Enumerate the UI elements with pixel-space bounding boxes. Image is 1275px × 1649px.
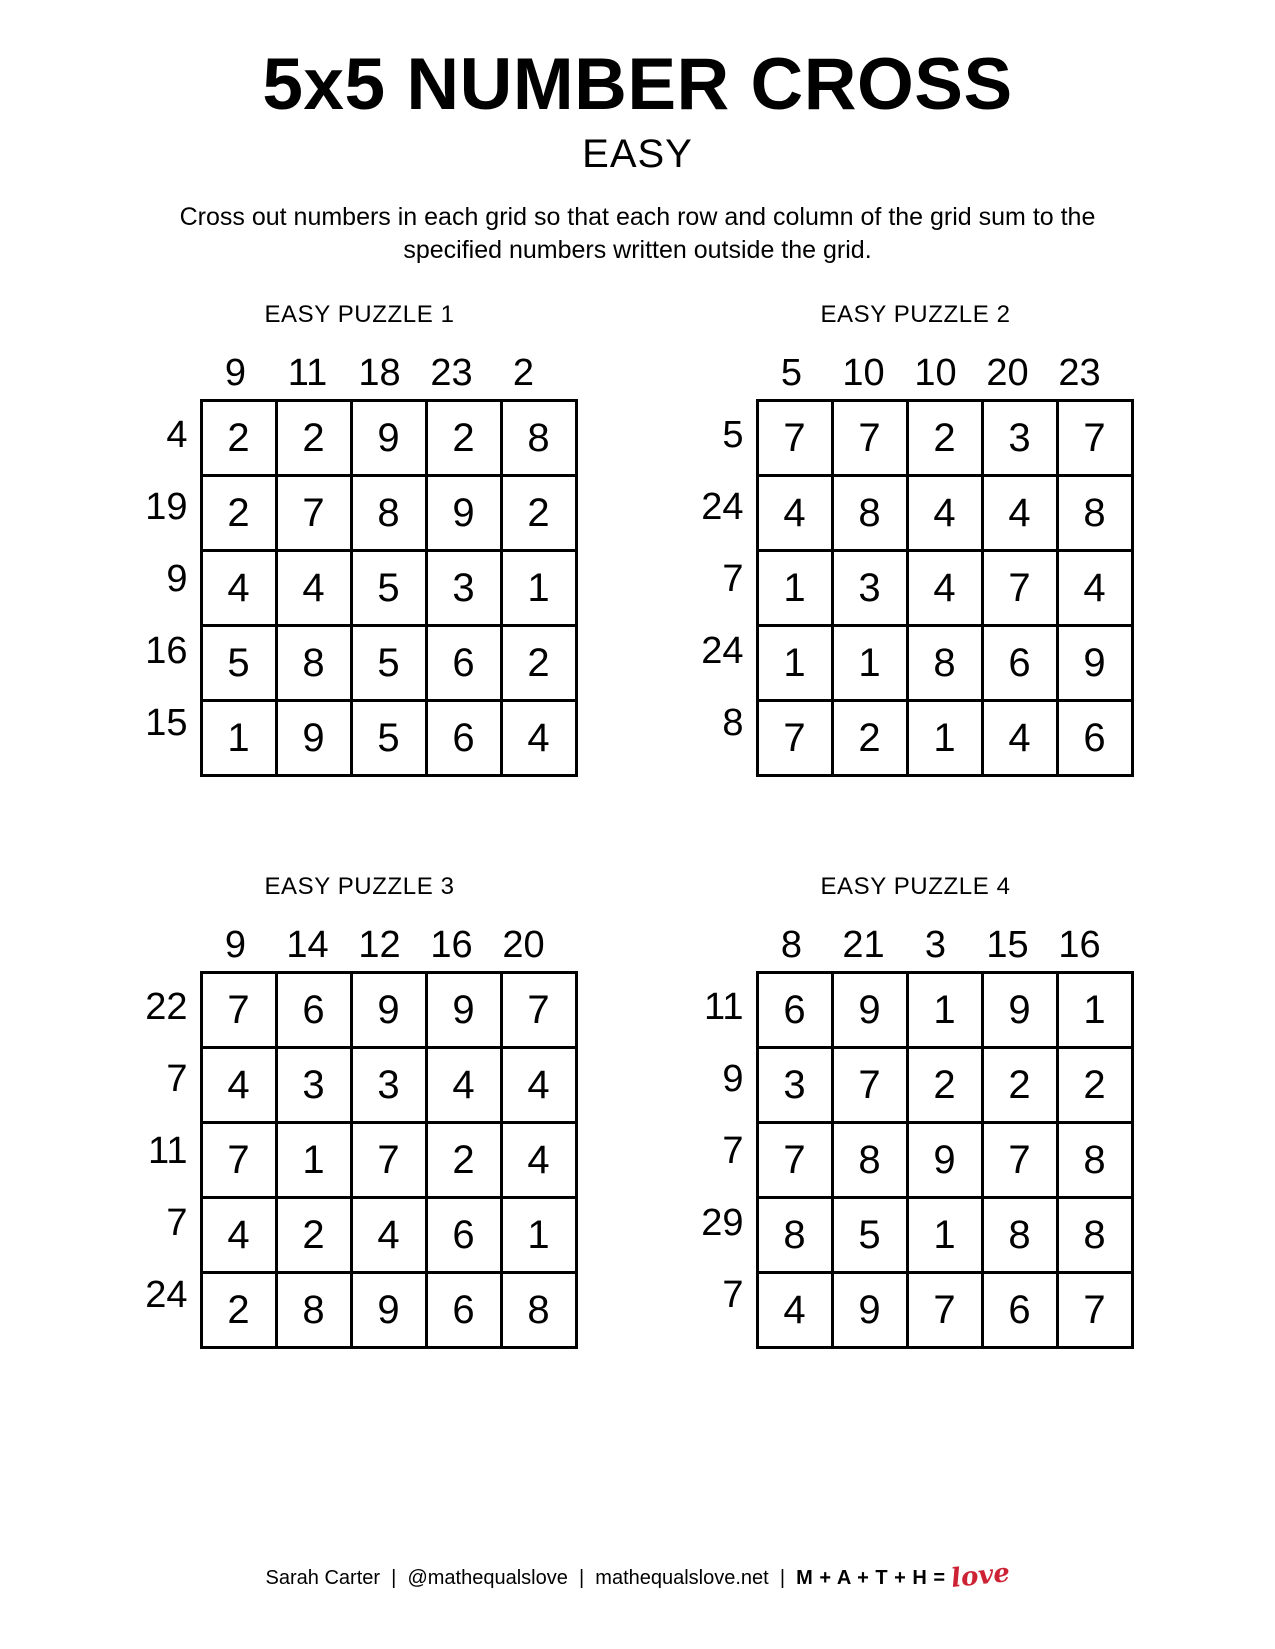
grid-cell[interactable]: 6 [982,626,1057,701]
difficulty-subtitle: EASY [582,132,693,177]
grid-cell[interactable]: 7 [1057,401,1132,476]
footer-separator: | [380,1567,408,1589]
column-sum: 11 [287,351,328,394]
row-sum: 9 [166,557,188,600]
table-row [757,973,1132,1048]
puzzle-3-body [142,919,578,1349]
grid-cell[interactable]: 2 [276,1198,351,1273]
row-sum: 24 [145,1273,188,1316]
puzzle-1-label: EASY PUZZLE 1 [264,301,455,329]
grid-cell[interactable]: 2 [501,476,576,551]
grid-cell[interactable]: 6 [426,1273,501,1348]
table-row [757,626,1132,701]
page-title: 5x5 NUMBER CROSS [262,44,1013,125]
column-sum: 15 [986,923,1029,966]
column-sum: 12 [358,923,401,966]
grid-cell[interactable]: 4 [907,476,982,551]
grid-cell[interactable]: 3 [832,551,907,626]
grid-cell[interactable]: 9 [907,1123,982,1198]
table-row [757,551,1132,626]
grid-cell[interactable]: 4 [907,551,982,626]
grid-cell[interactable]: 8 [1057,476,1132,551]
row-sum: 7 [722,557,744,600]
grid-cell[interactable]: 7 [1057,1273,1132,1348]
grid-cell[interactable]: 9 [351,1273,426,1348]
puzzle-1-column-sums [200,347,578,399]
puzzle-2-grid-column [756,347,1134,777]
grid-cell[interactable]: 1 [907,1198,982,1273]
grid-cell[interactable]: 1 [832,626,907,701]
table-row [201,701,576,776]
grid-cell[interactable]: 2 [832,701,907,776]
puzzle-2-label: EASY PUZZLE 2 [820,301,1011,329]
grid-cell[interactable]: 4 [757,1273,832,1348]
row-sum: 24 [701,485,744,528]
table-row [201,401,576,476]
grid-cell[interactable]: 6 [426,626,501,701]
instructions-text: Cross out numbers in each grid so that each row and column of the grid sum to the specified numbers written outside the grid. [179,203,1096,265]
grid-cell[interactable]: 8 [832,1123,907,1198]
table-row [757,1273,1132,1348]
footer [0,1558,1275,1594]
row-sum: 7 [722,1273,744,1316]
table-row [201,476,576,551]
grid-cell[interactable]: 2 [201,476,276,551]
grid-cell[interactable]: 9 [982,973,1057,1048]
puzzle-4-body [698,919,1134,1349]
puzzle-4-label: EASY PUZZLE 4 [820,873,1011,901]
grid-cell[interactable]: 1 [1057,973,1132,1048]
grid-cell[interactable]: 4 [426,1048,501,1123]
grid-cell[interactable]: 7 [757,401,832,476]
table-row [757,701,1132,776]
grid-cell[interactable]: 2 [907,1048,982,1123]
grid-cell[interactable]: 7 [757,701,832,776]
footer-separator: | [768,1567,797,1589]
grid-cell[interactable]: 9 [351,401,426,476]
grid-cell[interactable]: 5 [832,1198,907,1273]
grid-cell[interactable]: 7 [832,1048,907,1123]
column-sum: 23 [1058,351,1101,394]
puzzle-4-column-sums [756,919,1134,971]
grid-cell[interactable]: 2 [501,626,576,701]
grid-cell[interactable]: 1 [757,626,832,701]
table-row [757,476,1132,551]
puzzle-3 [90,873,630,1349]
grid-cell[interactable]: 8 [907,626,982,701]
grid-cell[interactable]: 6 [982,1273,1057,1348]
table-row [201,626,576,701]
grid-cell[interactable]: 8 [351,476,426,551]
grid-cell[interactable]: 4 [351,1198,426,1273]
grid-cell[interactable]: 9 [426,476,501,551]
table-row [757,1048,1132,1123]
column-sum: 10 [842,351,885,394]
grid-cell[interactable]: 8 [1057,1198,1132,1273]
footer-separator: | [567,1567,596,1589]
grid-cell[interactable]: 9 [276,701,351,776]
column-sum: 16 [430,923,473,966]
row-sum: 19 [145,485,188,528]
column-sum: 2 [512,351,535,394]
grid-cell[interactable]: 8 [276,626,351,701]
column-sum: 10 [914,351,957,394]
grid-cell[interactable]: 7 [832,401,907,476]
puzzle-3-grid-column [200,919,578,1349]
table-row [201,1198,576,1273]
grid-cell[interactable]: 6 [276,973,351,1048]
row-sum: 8 [722,701,744,744]
puzzles-container [90,301,1186,1349]
puzzle-1-grid-column [200,347,578,777]
grid-cell[interactable]: 8 [757,1198,832,1273]
grid-cell[interactable]: 3 [982,401,1057,476]
grid-cell[interactable]: 2 [1057,1048,1132,1123]
row-sum: 4 [166,413,188,456]
column-sum: 20 [986,351,1029,394]
grid-cell[interactable]: 1 [757,551,832,626]
puzzle-2-column-sums [756,347,1134,399]
grid-cell[interactable]: 4 [501,701,576,776]
grid-cell[interactable]: 4 [501,1123,576,1198]
row-sum: 11 [704,985,744,1028]
grid-cell[interactable]: 8 [982,1198,1057,1273]
row-sum: 5 [722,413,744,456]
column-sum: 18 [358,351,401,394]
grid-cell[interactable]: 1 [907,701,982,776]
footer-website[interactable]: mathequalslove.net [595,1567,769,1589]
row-sum: 9 [722,1057,744,1100]
puzzle-2-row-sums [698,347,756,759]
math-equals-love-equation: M + A + T + H = [796,1567,946,1589]
row-sum: 7 [722,1129,744,1172]
grid-cell[interactable]: 4 [201,1198,276,1273]
row-sum: 11 [148,1129,188,1172]
grid-cell[interactable]: 3 [276,1048,351,1123]
grid-cell[interactable]: 8 [276,1273,351,1348]
row-sum: 7 [166,1057,188,1100]
grid-cell[interactable]: 4 [201,1048,276,1123]
grid-cell[interactable]: 2 [426,1123,501,1198]
grid-cell[interactable]: 8 [832,476,907,551]
column-sum: 9 [224,923,247,966]
grid-cell[interactable]: 6 [426,1198,501,1273]
grid-cell[interactable]: 5 [351,626,426,701]
grid-cell[interactable]: 2 [276,401,351,476]
puzzle-2 [646,301,1186,777]
grid-cell[interactable]: 5 [351,551,426,626]
grid-cell[interactable]: 3 [426,551,501,626]
column-sum: 9 [224,351,247,394]
grid-cell[interactable]: 6 [426,701,501,776]
grid-cell[interactable]: 4 [757,476,832,551]
puzzle-1-grid [200,399,578,777]
grid-cell[interactable]: 7 [757,1123,832,1198]
grid-cell[interactable]: 8 [501,401,576,476]
table-row [757,1123,1132,1198]
column-sum: 3 [924,923,947,966]
column-sum: 23 [430,351,473,394]
row-sum: 29 [701,1201,744,1244]
row-sum: 15 [145,701,188,744]
puzzle-3-grid [200,971,578,1349]
grid-cell[interactable]: 4 [982,476,1057,551]
column-sum: 5 [780,351,803,394]
grid-cell[interactable]: 1 [276,1123,351,1198]
puzzle-2-body [698,347,1134,777]
grid-cell[interactable]: 4 [201,551,276,626]
footer-handle: @mathequalslove [407,1567,568,1589]
puzzle-1 [90,301,630,777]
puzzle-3-row-sums [142,919,200,1331]
grid-cell[interactable]: 2 [907,401,982,476]
table-row [757,401,1132,476]
grid-cell[interactable]: 4 [501,1048,576,1123]
puzzle-4 [646,873,1186,1349]
grid-cell[interactable]: 7 [276,476,351,551]
grid-cell[interactable]: 7 [982,551,1057,626]
grid-cell[interactable]: 7 [201,973,276,1048]
column-sum: 14 [286,923,329,966]
grid-cell[interactable]: 3 [351,1048,426,1123]
grid-cell[interactable]: 7 [351,1123,426,1198]
table-row [757,1198,1132,1273]
grid-cell[interactable]: 5 [351,701,426,776]
grid-cell[interactable]: 3 [757,1048,832,1123]
grid-cell[interactable]: 2 [201,1273,276,1348]
column-sum: 21 [842,923,885,966]
puzzle-3-column-sums [200,919,578,971]
love-script-logo: love [949,1558,1011,1594]
grid-cell[interactable]: 9 [426,973,501,1048]
grid-cell[interactable]: 7 [501,973,576,1048]
grid-cell[interactable]: 7 [201,1123,276,1198]
row-sum: 24 [701,629,744,672]
grid-cell[interactable]: 6 [1057,701,1132,776]
grid-cell[interactable]: 4 [982,701,1057,776]
table-row [201,1273,576,1348]
puzzle-2-grid [756,399,1134,777]
row-sum: 7 [166,1201,188,1244]
grid-cell[interactable]: 9 [832,1273,907,1348]
puzzle-3-label: EASY PUZZLE 3 [264,873,455,901]
grid-cell[interactable]: 1 [907,973,982,1048]
table-row [201,551,576,626]
grid-cell[interactable]: 1 [201,701,276,776]
table-row [201,973,576,1048]
puzzle-4-grid [756,971,1134,1349]
grid-cell[interactable]: 9 [1057,626,1132,701]
grid-cell[interactable]: 2 [982,1048,1057,1123]
grid-cell[interactable]: 8 [1057,1123,1132,1198]
grid-cell[interactable]: 9 [832,973,907,1048]
grid-cell[interactable]: 2 [201,401,276,476]
grid-cell[interactable]: 8 [501,1273,576,1348]
grid-cell[interactable]: 7 [982,1123,1057,1198]
row-sum: 16 [145,629,188,672]
column-sum: 20 [502,923,545,966]
grid-cell[interactable]: 2 [426,401,501,476]
puzzle-4-row-sums [698,919,756,1331]
column-sum: 16 [1058,923,1101,966]
table-row [201,1048,576,1123]
row-sum: 22 [145,985,188,1028]
grid-cell[interactable]: 1 [501,551,576,626]
grid-cell[interactable]: 9 [351,973,426,1048]
grid-cell[interactable]: 6 [757,973,832,1048]
grid-cell[interactable]: 4 [276,551,351,626]
puzzle-4-grid-column [756,919,1134,1349]
table-row [201,1123,576,1198]
column-sum: 8 [780,923,803,966]
grid-cell[interactable]: 5 [201,626,276,701]
puzzle-1-body [142,347,578,777]
grid-cell[interactable]: 7 [907,1273,982,1348]
footer-author: Sarah Carter [265,1567,381,1589]
puzzle-1-row-sums [142,347,200,759]
grid-cell[interactable]: 4 [1057,551,1132,626]
grid-cell[interactable]: 1 [501,1198,576,1273]
